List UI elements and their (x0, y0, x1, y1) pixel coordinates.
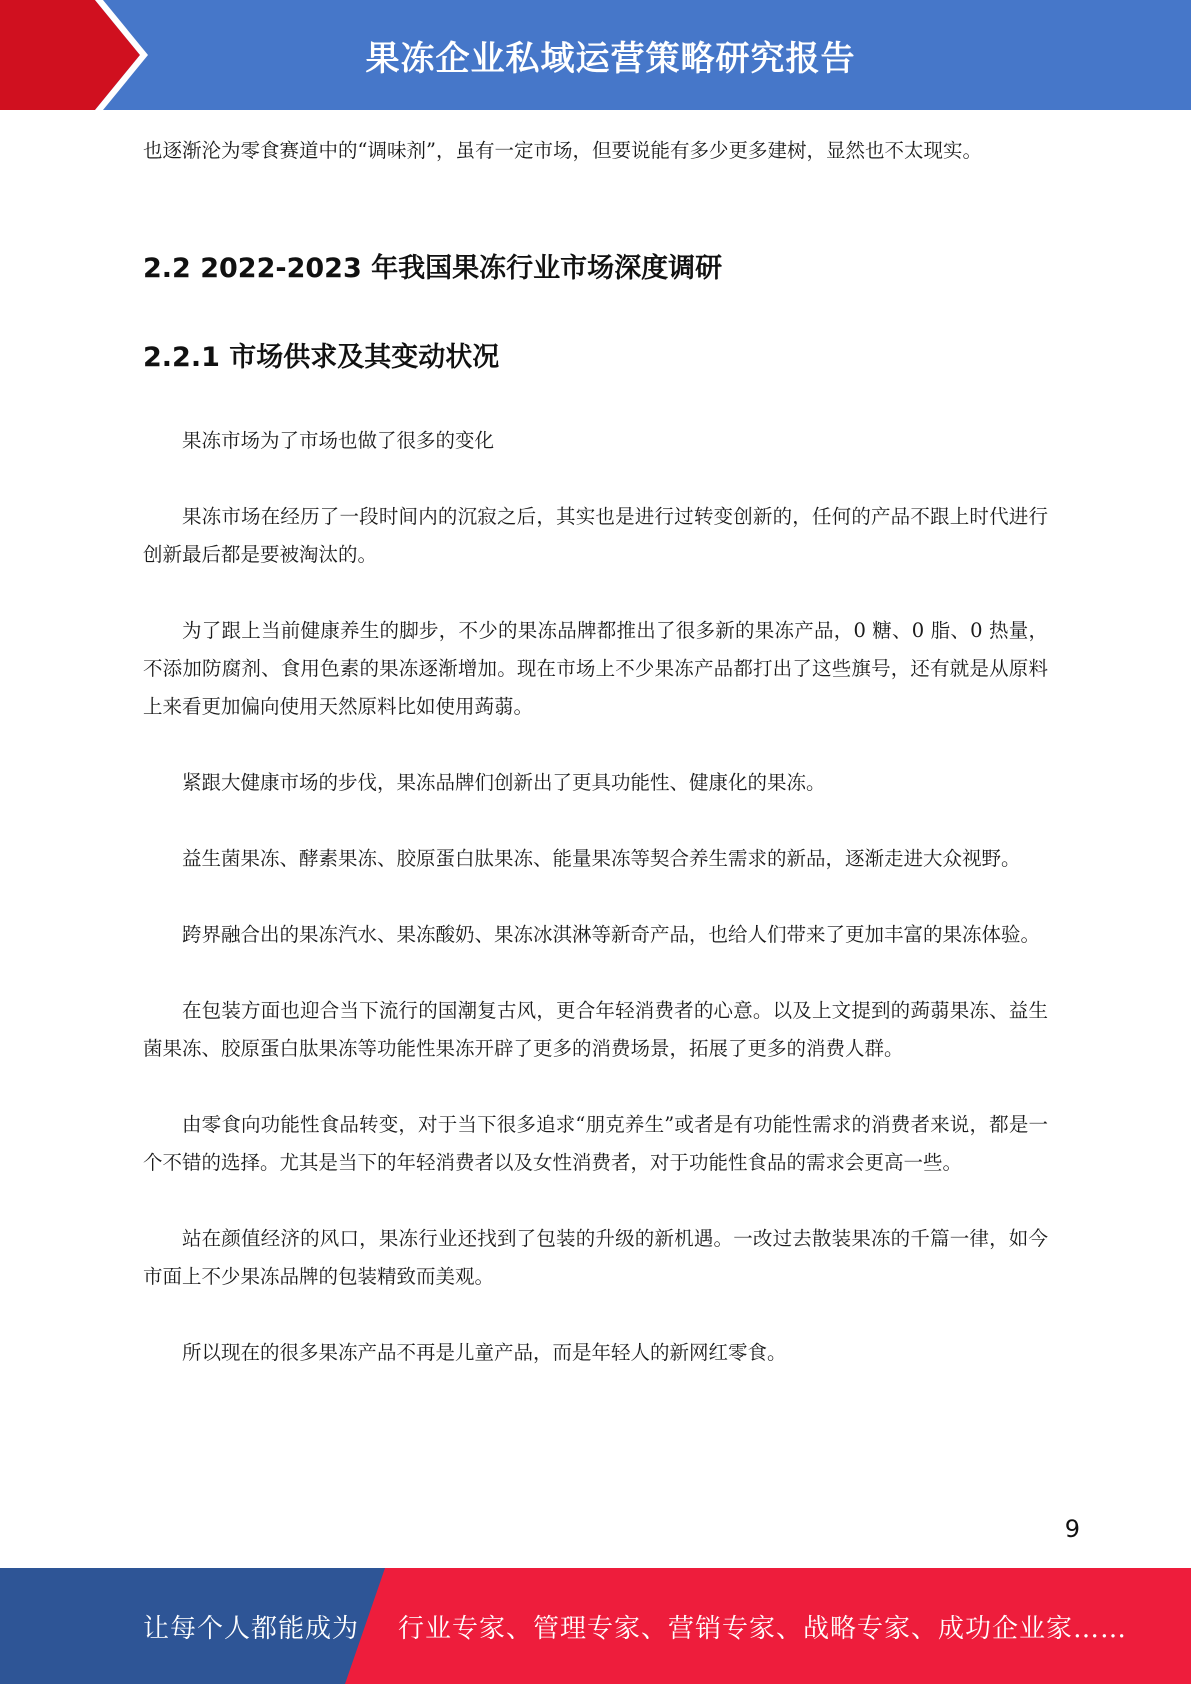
body-paragraph: 果冻市场在经历了一段时间内的沉寂之后，其实也是进行过转变创新的，任何的产品不跟上时代进行创新最后都是要被淘汰的。 (143, 505, 1048, 566)
body-paragraph: 跨界融合出的果冻汽水、果冻酸奶、果冻冰淇淋等新奇产品，也给人们带来了更加丰富的果冻体验。 (182, 923, 1041, 946)
body-paragraph: 益生菌果冻、酵素果冻、胶原蛋白肽果冻、能量果冻等契合养生需求的新品，逐渐走进大众视野。 (182, 847, 1021, 870)
subsection-heading: 2.2.1 市场供求及其变动状况 (143, 342, 500, 373)
body-paragraph: 果冻市场为了市场也做了很多的变化 (182, 429, 495, 452)
footer-slogan-right: 行业专家、管理专家、营销专家、战略专家、成功企业家…… (398, 1613, 1128, 1644)
report-title: 果冻企业私域运营策略研究报告 (365, 38, 856, 79)
page-number: 9 (1064, 1515, 1080, 1543)
continuation-paragraph: 也逐渐沦为零食赛道中的“调味剂”，虽有一定市场，但要说能有多少更多建树，显然也不太现实。 (143, 139, 982, 162)
page-footer (0, 1568, 1191, 1684)
body-paragraph: 所以现在的很多果冻产品不再是儿童产品，而是年轻人的新网红零食。 (182, 1341, 787, 1364)
body-paragraph: 紧跟大健康市场的步伐，果冻品牌们创新出了更具功能性、健康化的果冻。 (182, 771, 826, 794)
footer-slogan-left: 让每个人都能成为 (143, 1613, 360, 1644)
page-header (0, 0, 1191, 110)
body-paragraph: 由零食向功能性食品转变，对于当下很多追求“朋克养生”或者是有功能性需求的消费者来说，都是一个不错的选择。尤其是当下的年轻消费者以及女性消费者，对于功能性食品的需求会更高一些。 (143, 1113, 1048, 1174)
body-paragraph: 站在颜值经济的风口，果冻行业还找到了包装的升级的新机遇。一改过去散装果冻的千篇一律，如今市面上不少果冻品牌的包装精致而美观。 (143, 1227, 1048, 1288)
section-heading: 2.2 2022-2023 年我国果冻行业市场深度调研 (143, 253, 723, 284)
body-paragraph: 在包装方面也迎合当下流行的国潮复古风，更合年轻消费者的心意。以及上文提到的蒟蒻果冻、益生菌果冻、胶原蛋白肽果冻等功能性果冻开辟了更多的消费场景，拓展了更多的消费人群。 (143, 999, 1048, 1060)
body-paragraph: 为了跟上当前健康养生的脚步，不少的果冻品牌都推出了很多新的果冻产品，0 糖、0 脂、0 热量，不添加防腐剂、食用色素的果冻逐渐增加。现在市场上不少果冻产品都打出了这些旗号，还有就是从原料上来看更加偏向使用天然原料比如使用蒟蒻。 (143, 619, 1048, 718)
page-content (143, 120, 1048, 1372)
